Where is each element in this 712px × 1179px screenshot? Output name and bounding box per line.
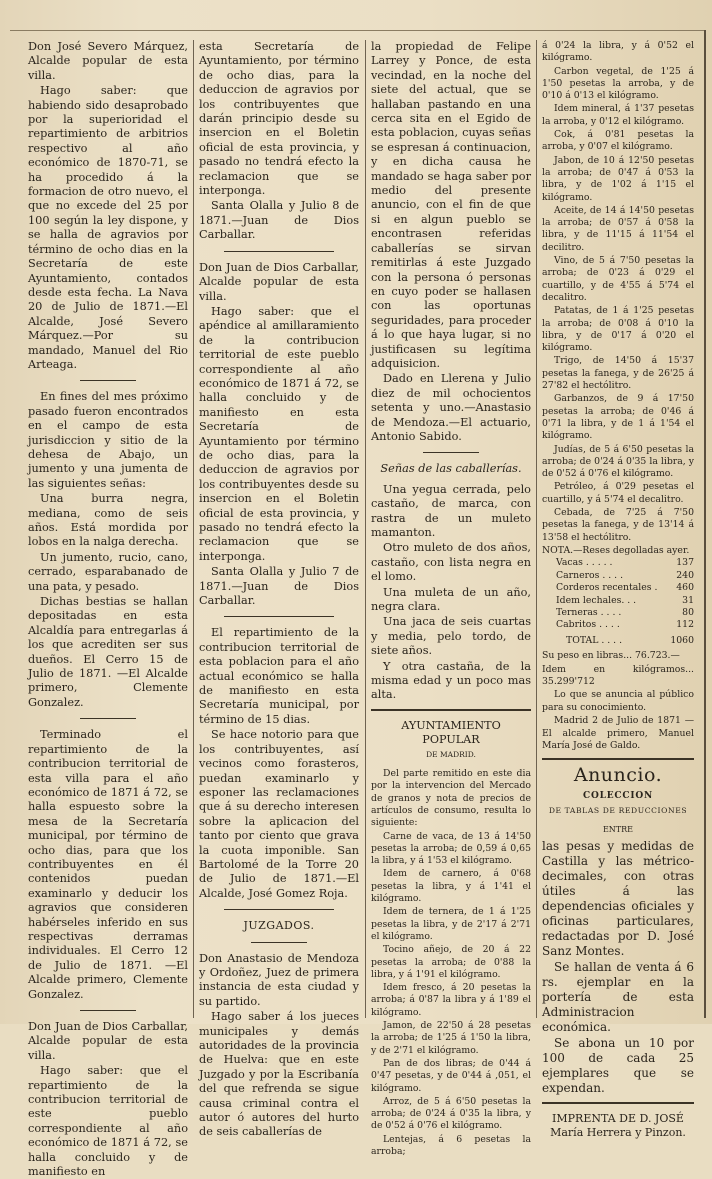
notice-body: Dado en Llerena y Julio diez de mil ochocientos setenta y uno.—Anastasio de Mendoza.—El actuario, Antonio Sabido. xyxy=(371,372,531,443)
total-label: TOTAL . . . . xyxy=(566,634,623,646)
notice-signature: Madrid 2 de Julio de 1871 — El alcalde primero, Manuel María José de Galdo. xyxy=(542,715,694,751)
column-rule xyxy=(365,40,366,1018)
notice-body: Un jumento, rucio, cano, cerrado, esparabanado de una pata, y pesado. xyxy=(28,550,188,593)
price-item: Idem mineral, á 1'37 pesetas la arroba, y 0'12 el kilógramo. xyxy=(542,103,694,127)
ad-body: las pesas y medidas de Castilla y las métrico-decimales, con otras útiles á las dependencias oficiales y oficinas particulares, redactadas por D. José Sanz Montes. xyxy=(542,839,694,958)
notice-signature: Santa Olalla y Julio 7 de 1871.—Juan de Dios Carballar. xyxy=(199,565,359,608)
separator xyxy=(80,718,136,719)
list-item: Una muleta de un año, negra clara. xyxy=(371,585,531,614)
row-value: 240 xyxy=(676,569,694,581)
notice-body: Hago saber: que el repartimiento de la contribucion territorial de este pueblo correspondiente al año económico de 1871 á 72, se halla concluido y de manifiesto en xyxy=(28,1064,188,1179)
price-item: Carbon vegetal, de 1'25 á 1'50 pesetas la arroba, y de 0'10 á 0'13 el kilógramo. xyxy=(542,65,694,102)
row-value: 112 xyxy=(676,619,694,631)
table-row xyxy=(542,607,694,619)
table-row xyxy=(542,595,694,607)
separator xyxy=(542,1102,694,1104)
right-border xyxy=(704,30,706,1018)
top-border xyxy=(10,30,706,31)
notice-heading: Don Juan de Dios Carballar, Alcalde popular de esta villa. xyxy=(199,260,359,303)
tablas-subtitle: DE TABLAS DE REDUCCIONES xyxy=(548,806,688,816)
notice-body: En fines del mes próximo pasado fueron encontrados en el campo de esta jurisdiccion y sitio de la dehesa de Abajo, un jumento y una jumenta de las siguientes señas: xyxy=(28,390,188,490)
separator xyxy=(224,251,334,252)
price-item: Jabon, de 10 á 12'50 pesetas la arroba; de 0'47 á 0'53 la libra, y de 1'02 á 1'15 el kilógramo. xyxy=(542,154,694,203)
notice-body: Una burra negra, mediana, como de seis años. Está mordida por lobos en la nalga derecha. xyxy=(28,492,188,549)
price-item: Carne de vaca, de 13 á 14'50 pesetas la arroba; de 0,59 á 0,65 la libra, y á 1'53 el kilógramo. xyxy=(371,830,531,867)
row-label: Terneras . . . . xyxy=(556,606,622,618)
weight-line: Su peso en libras... 76.723.— xyxy=(542,650,680,662)
separator xyxy=(224,616,334,617)
price-item: Del parte remitido en este dia por la intervencion del Mercado de granos y nota de precios de artículos de consumo, resulta lo siguiente: xyxy=(371,768,531,829)
separator xyxy=(542,758,694,760)
price-item: Judías, de 5 á 6'50 pesetas la arroba; de 0'24 á 0'35 la libra, y de 0'52 á 0'76 el kilógramo. xyxy=(542,443,694,480)
row-label: Vacas . . . . . xyxy=(556,557,613,569)
list-item: Una jaca de seis cuartas y media, pelo tordo, de siete años. xyxy=(371,615,531,658)
price-item: á 0'24 la libra, y á 0'52 el kilógramo. xyxy=(542,40,694,64)
section-title-ayuntamiento: AYUNTAMIENTO POPULAR xyxy=(401,718,501,747)
notice-body: Hago saber: que el apéndice al amillaramiento de la contribucion territorial de este pueblo correspondiente al año económico de 1871 á 72, se halla concluido y de manifiesto en esta Secretaría de Ayuntamiento por término de ocho dias, para la deduccion de agravios por los contribuyentes desde su insercion en el Boletin oficial de esta provincia, y pasado no tendrá efecto la reclamacion que se interponga. xyxy=(199,304,359,563)
row-value: 137 xyxy=(676,557,694,569)
table-title: NOTA.—Reses degolladas ayer. xyxy=(542,544,690,556)
notice-body: Hago saber: que habiendo sido desaprobado por la superioridad el repartimiento de arbitrios respectivo al año económico de 1870-71, se ha procedido á la formacion de otro nuevo, el que no excede del 25 por 100 según la ley dispone, y se halla de agravios por término de ocho dias en la Secretaría de este Ayuntamiento, contados desde esta fecha. La Nava 20 de Julio de 1871.—El Alcalde, José Severo Márquez.—Por su mandado, Manuel del Rio Arteaga. xyxy=(28,84,188,371)
table-row xyxy=(542,557,694,569)
notice-body: esta Secretaría de Ayuntamiento, por término de ocho dias, para la deduccion de agravios por los contribuyentes que darán principio desde su insercion en el Boletin oficial de esta provincia, y pasado no tendrá efecto la reclamacion que se interponga. xyxy=(199,40,359,198)
price-item: Tocino añejo, de 20 á 22 pesetas la arroba; de 0'88 la libra, y á 1'91 el kilógramo. xyxy=(371,944,531,980)
list-item: Otro muleto de dos años, castaño, con lista negra en el lomo. xyxy=(371,541,531,584)
price-item: Aceite, de 14 á 14'50 pesetas la arroba; de 0'57 á 0'58 la libra, y de 11'15 á 11'54 el decilitro. xyxy=(542,204,694,253)
notice-body: Dichas bestias se hallan depositadas en esta Alcaldía para entregarlas á los que acrediten ser sus dueños. El Cerro 15 de Julio de 1871. —El Alcalde primero, Clemente Gonzalez. xyxy=(28,595,188,709)
column-rule xyxy=(536,40,537,1018)
row-label: Cabritos . . . . xyxy=(556,619,620,631)
price-item: Petróleo, á 0'29 pesetas el cuartillo, y á 5'74 el decalitro. xyxy=(542,481,694,505)
column-3 xyxy=(371,40,531,1157)
row-label: Carneros . . . . xyxy=(556,569,624,581)
separator xyxy=(423,452,479,453)
column-1 xyxy=(28,40,188,1179)
price-item: Idem de ternera, de 1 á 1'25 pesetas la libra, y de 2'17 á 2'71 el kilógramo. xyxy=(371,906,531,942)
price-item: Garbanzos, de 9 á 17'50 pesetas la arroba; de 0'46 á 0'71 la libra, y de 1 á 1'54 el kilógramo. xyxy=(542,393,694,442)
price-item: Cebada, de 7'25 á 7'50 pesetas la fanega, y de 13'14 á 13'58 el hectólitro. xyxy=(542,506,694,543)
separator xyxy=(80,380,136,381)
row-value: 80 xyxy=(682,606,694,618)
row-label: Idem lechales. . . xyxy=(556,594,637,606)
section-title-senas: Señas de las caballerías. xyxy=(380,462,522,476)
column-rule xyxy=(193,40,194,1018)
separator xyxy=(224,909,334,910)
coleccion-title: COLECCION xyxy=(583,790,653,801)
list-item: Una yegua cerrada, pelo castaño, de marca, con rastra de un muleto mamanton. xyxy=(371,482,531,539)
separator xyxy=(251,942,307,943)
anuncio-title: Anuncio. xyxy=(573,764,663,787)
section-title-juzgados: JUZGADOS. xyxy=(243,919,315,933)
entre-label: ENTRE xyxy=(602,824,634,834)
reses-table xyxy=(542,545,694,753)
price-item: Jamon, de 22'50 á 28 pesetas la arroba; de 1'25 á 1'50 la libra, y de 2'71 el kilógramo. xyxy=(371,1020,531,1056)
notice-body: la propiedad de Felipe Larrey y Ponce, de esta vecindad, en la noche del siete del actual, que se hallaban pastando en una cerca sita en el Egido de esta poblacion, cuyas señas se espresan á continuacion, y en dicha causa he mandado se haga saber por medio del presente anuncio, con el fin de que si en algun pueblo se encontrasen referidas caballerías se sirvan remitirlas á este Juzgado con la persona ó personas en cuyo poder se hallasen con las oportunas seguridades, para proceder á lo que haya lugar, si no justificasen su legítima adquisicion. xyxy=(371,40,531,370)
notice-heading: Don José Severo Márquez, Alcalde popular de esta villa. xyxy=(28,40,188,82)
price-item: Lentejas, á 6 pesetas la arroba; xyxy=(371,1133,531,1157)
column-2 xyxy=(199,40,359,1139)
weight-line: Idem en kilógramos... 35.299'712 xyxy=(542,663,694,687)
price-item: Trigo, de 14'50 á 15'37 pesetas la fanega, y de 26'25 á 27'82 el hectólitro. xyxy=(542,355,694,392)
ad-body: Se hallan de venta á 6 rs. ejemplar en la portería de esta Administracion económica. xyxy=(542,960,694,1034)
ad-body: Se abona un 10 por 100 de cada 25 ejemplares que se expendan. xyxy=(542,1036,694,1095)
notice-signature: Santa Olalla y Julio 8 de 1871.—Juan de Dios Carballar. xyxy=(199,199,359,242)
price-item: Patatas, de 1 á 1'25 pesetas la arroba; de 0'08 á 0'10 la libra, y de 0'17 á 0'20 el kilógramo. xyxy=(542,305,694,354)
row-value: 31 xyxy=(682,594,694,606)
notice-heading: Don Juan de Dios Carballar, Alcalde popular de esta villa. xyxy=(28,1020,188,1062)
column-4 xyxy=(542,40,694,1139)
row-label: Corderos recentales . xyxy=(556,582,658,594)
notice-body: Lo que se anuncia al público para su conocimiento. xyxy=(542,689,694,713)
table-row xyxy=(542,582,694,594)
notice-body: Se hace notorio para que los contribuyentes, así vecinos como forasteros, puedan examinarlo y esponer las reclamaciones que á su derecho interesen sobre la aplicacion del tanto por ciento que grava la cuota imponible. San Bartolomé de la Torre 20 de Julio de 1871.—El Alcalde, José Gomez Roja. xyxy=(199,728,359,900)
notice-body: El repartimiento de la contribucion territorial de esta poblacion para el año actual económico se halla de manifiesto en esta Secretaría municipal, por término de 15 dias. xyxy=(199,626,359,726)
price-item: Arroz, de 5 á 6'50 pesetas la arroba; de 0'24 á 0'35 la libra, y de 0'52 á 0'76 el kilógramo. xyxy=(371,1095,531,1132)
price-item: Idem de carnero, á 0'68 pesetas la libra, y á 1'41 el kilógramo. xyxy=(371,868,531,905)
notice-body: Hago saber á los jueces municipales y demás autoridades de la provincia de Huelva: que en este Juzgado y por la Escribanía del que refrenda se sigue causa criminal contra el autor ó autores del hurto de seis caballerías de xyxy=(199,1010,359,1139)
separator xyxy=(80,1010,136,1011)
price-item: Cok, á 0'81 pesetas la arroba, y 0'07 el kilógramo. xyxy=(542,129,694,153)
imprint: IMPRENTA DE D. JOSÉ María Herrera y Pinzon. xyxy=(550,1112,686,1139)
table-row xyxy=(542,619,694,631)
notice-body: Terminado el repartimiento de la contribucion territorial de esta villa para el año económico de 1871 á 72, se halla espuesto sobre la mesa de la Secretaría municipal, por término de ocho dias, para que los contribuyentes en él contenidos puedan examinarlo y deducir los agravios que consideren habérseles inferido en sus respectivas derramas individuales. El Cerro 12 de Julio de 1871. —El Alcalde primero, Clemente Gonzalez. xyxy=(28,728,188,1001)
list-item: Y otra castaña, de la misma edad y un poco mas alta. xyxy=(371,659,531,702)
total-value: 1060 xyxy=(670,634,694,646)
price-item: Pan de dos libras; de 0'44 á 0'47 pesetas, y de 0'44 á ,051, el kilógramo. xyxy=(371,1057,531,1094)
section-subtitle-madrid: DE MADRID. xyxy=(426,749,476,759)
row-value: 460 xyxy=(676,582,694,594)
separator xyxy=(371,709,531,711)
notice-heading: Don Anastasio de Mendoza y Ordoñez, Juez de primera instancia de esta ciudad y su partido. xyxy=(199,951,359,1008)
table-total xyxy=(542,635,694,647)
price-item: Vino, de 5 á 7'50 pesetas la arroba; de 0'23 á 0'29 el cuartillo, y de 4'55 á 5'74 el decalitro. xyxy=(542,255,694,303)
table-row xyxy=(542,570,694,582)
price-item: Idem fresco, á 20 pesetas la arroba; á 0'87 la libra y á 1'89 el kilógramo. xyxy=(371,982,531,1018)
